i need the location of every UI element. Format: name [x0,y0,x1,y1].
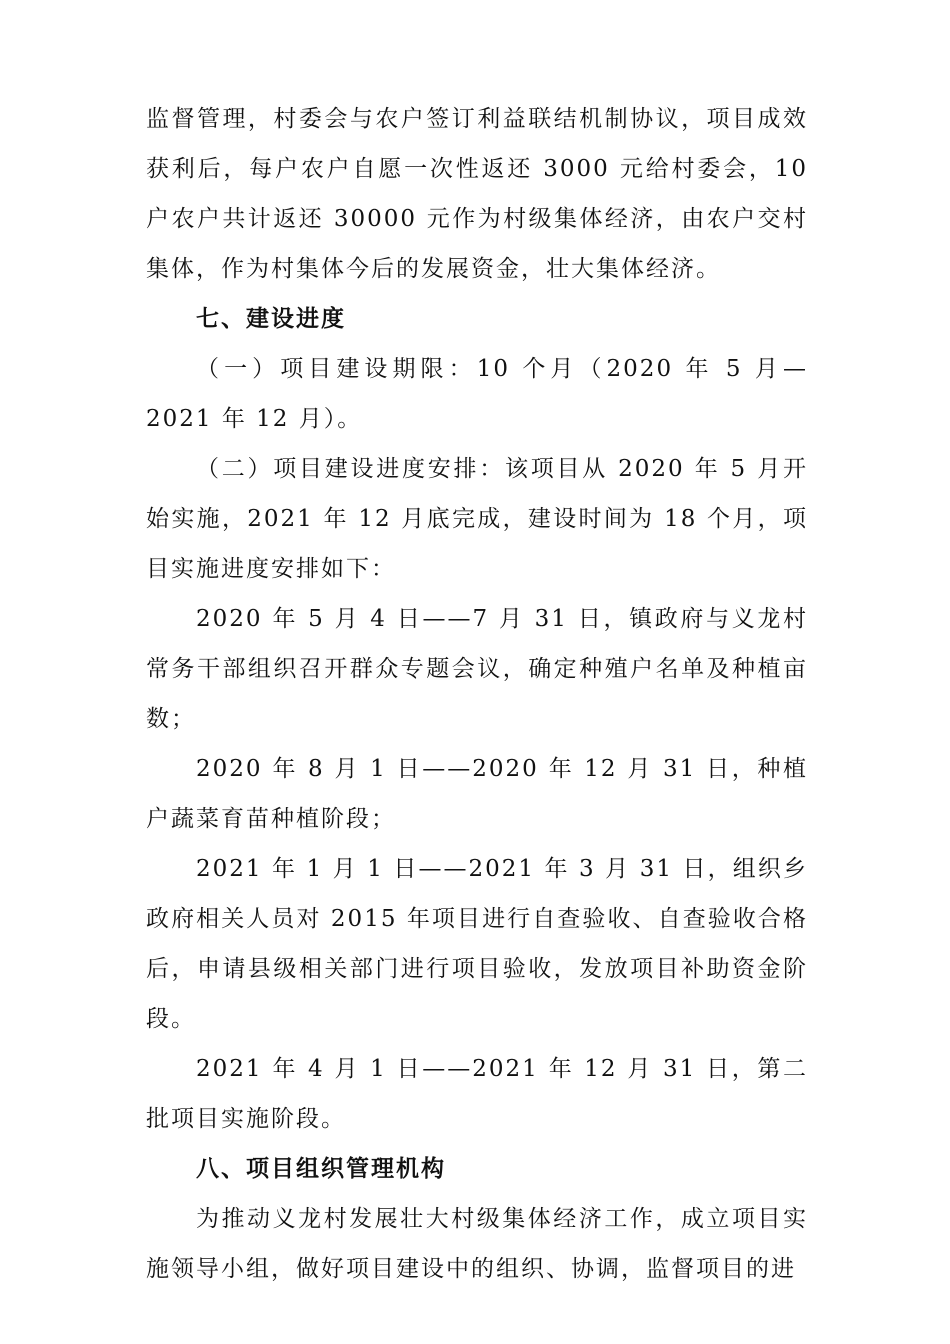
paragraph-leadership-group: 为推动义龙村发展壮大村级集体经济工作，成立项目实施领导小组，做好项目建设中的组织、协调，监督项目的进 [146,1206,808,1282]
paragraph-management-agreement: 监督管理，村委会与农户签订利益联结机制协议，项目成效获利后，每户农户自愿一次性返还 3000 元给村委会，10 户农户共计返还 30000 元作为村级集体经济，由农户交村集体，作为村集体今后的发展资金，壮大集体经济。 [146,106,808,282]
paragraph-construction-period: （一）项目建设期限：10 个月（2020 年 5 月—2021 年 12 月）。 [146,356,808,432]
paragraph-schedule-phase-2: 2020 年 8 月 1 日——2020 年 12 月 31 日，种植户蔬菜育苗种植阶段； [146,756,808,832]
section-heading-organization: 八、项目组织管理机构 [196,1156,446,1182]
paragraph-schedule-phase-4: 2021 年 4 月 1 日——2021 年 12 月 31 日，第二批项目实施阶段。 [146,1056,808,1132]
paragraph-schedule-arrangement: （二）项目建设进度安排：该项目从 2020 年 5 月开始实施，2021 年 12 月底完成，建设时间为 18 个月，项目实施进度安排如下： [146,456,808,582]
paragraph-schedule-phase-3: 2021 年 1 月 1 日——2021 年 3 月 31 日，组织乡政府相关人员对 2015 年项目进行自查验收、自查验收合格后，申请县级相关部门进行项目验收，发放项目补助资金阶段。 [146,856,808,1032]
paragraph-schedule-phase-1: 2020 年 5 月 4 日——7 月 31 日，镇政府与义龙村常务干部组织召开群众专题会议，确定种殖户名单及种植亩数； [146,606,808,732]
document-body [146,94,808,1294]
section-heading-construction-schedule: 七、建设进度 [196,306,346,332]
